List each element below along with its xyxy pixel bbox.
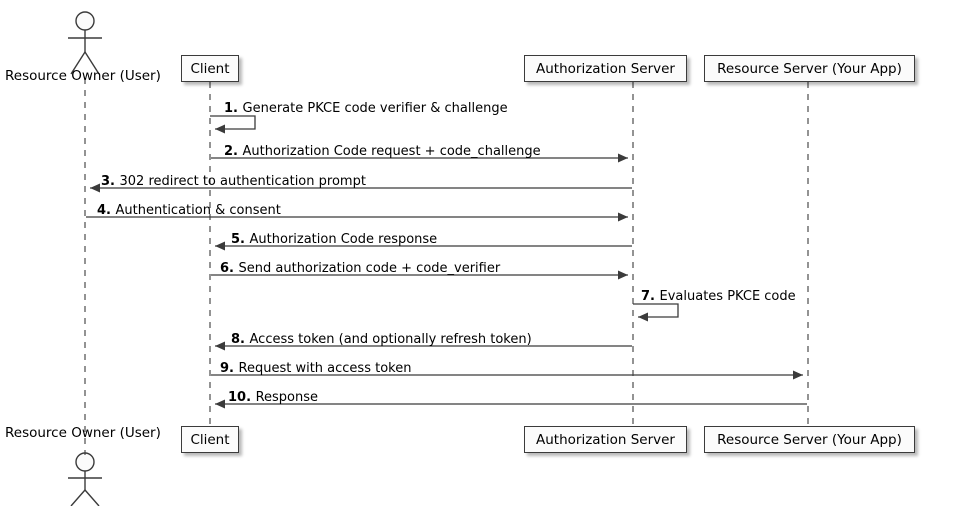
message-text-1: Generate PKCE code verifier & challenge bbox=[242, 101, 508, 116]
message-label-4 bbox=[97, 203, 281, 218]
message-text-9: Request with access token bbox=[238, 361, 412, 376]
message-number-8: 8. bbox=[231, 332, 250, 347]
message-label-10 bbox=[228, 390, 318, 405]
message-label-8 bbox=[231, 332, 532, 347]
message-number-6: 6. bbox=[220, 261, 239, 276]
message-text-10: Response bbox=[255, 390, 318, 405]
message-arrow-1 bbox=[210, 116, 255, 129]
message-label-1 bbox=[224, 101, 508, 116]
message-label-2 bbox=[224, 144, 541, 159]
message-label-9 bbox=[220, 361, 411, 376]
message-text-8: Access token (and optionally refresh token) bbox=[249, 332, 532, 347]
message-text-7: Evaluates PKCE code bbox=[659, 289, 796, 304]
message-arrow-7 bbox=[633, 304, 678, 317]
message-text-3: 302 redirect to authentication prompt bbox=[119, 174, 366, 189]
participant-box-client-bottom[interactable]: Client bbox=[181, 426, 239, 453]
message-label-3 bbox=[101, 174, 366, 189]
participant-box-authorization-server-bottom[interactable]: Authorization Server bbox=[524, 426, 687, 453]
message-number-5: 5. bbox=[231, 232, 250, 247]
actor-figure-bottom bbox=[68, 453, 102, 506]
participant-box-resource-server-bottom[interactable]: Resource Server (Your App) bbox=[704, 426, 915, 453]
message-label-6 bbox=[220, 261, 500, 276]
message-number-4: 4. bbox=[97, 203, 116, 218]
actor-figure-top bbox=[68, 12, 102, 74]
message-number-7: 7. bbox=[641, 289, 660, 304]
message-text-4: Authentication & consent bbox=[115, 203, 281, 218]
participant-box-client-top[interactable]: Client bbox=[181, 55, 239, 82]
message-number-10: 10. bbox=[228, 390, 256, 405]
message-label-7 bbox=[641, 289, 796, 304]
message-label-5 bbox=[231, 232, 437, 247]
message-number-1: 1. bbox=[224, 101, 243, 116]
participant-label-resource-owner-bottom: Resource Owner (User) bbox=[5, 425, 161, 441]
message-text-6: Send authorization code + code_verifier bbox=[238, 261, 501, 276]
participant-box-authorization-server-top[interactable]: Authorization Server bbox=[524, 55, 687, 82]
message-number-2: 2. bbox=[224, 144, 243, 159]
participant-box-resource-server-top[interactable]: Resource Server (Your App) bbox=[704, 55, 915, 82]
message-number-3: 3. bbox=[101, 174, 120, 189]
message-number-9: 9. bbox=[220, 361, 239, 376]
participant-label-resource-owner-top: Resource Owner (User) bbox=[5, 68, 161, 84]
message-text-2: Authorization Code request + code_challenge bbox=[242, 144, 541, 159]
message-text-5: Authorization Code response bbox=[249, 232, 438, 247]
